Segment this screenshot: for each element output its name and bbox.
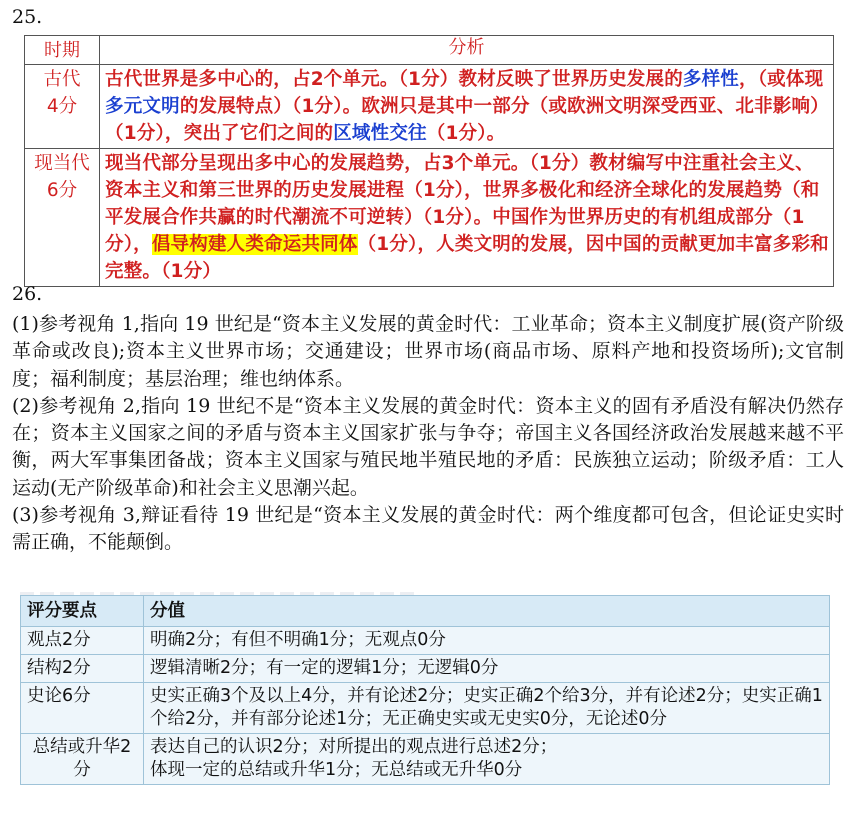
rubric-detail-line: 表达自己的认识2分；对所提出的观点进行总述2分；	[150, 737, 558, 757]
rubric-point: 观点2分	[21, 627, 144, 655]
answer-paragraph: (1)参考视角 1,指向 19 世纪是“资本主义发展的黄金时代：工业革命；资本主义制度扩展(资产阶级革命或改良);资本主义世界市场；交通建设；世界市场(商品市场、原料产地和投资场所);文官制度；福利制度；基层治理；维也纳体系。	[12, 313, 844, 390]
analysis-segment: （1分）。	[426, 123, 506, 144]
rubric-detail: 逻辑清晰2分；有一定的逻辑1分；无逻辑0分	[144, 655, 830, 683]
rubric-header	[21, 596, 830, 627]
analysis-cell	[100, 149, 834, 287]
rubric-detail-line: 体现一定的总结或升华1分；无总结或无升华0分	[150, 760, 523, 780]
rubric-header-point: 评分要点	[21, 596, 144, 627]
analysis-segment: 多样性	[682, 69, 740, 90]
rubric-point: 史论6分	[21, 683, 144, 734]
question-26-number: 26.	[12, 283, 43, 305]
analysis-table-header	[25, 36, 834, 65]
period-score: 6分	[46, 180, 78, 201]
rubric-header-score: 分值	[144, 596, 830, 627]
rubric-row	[21, 627, 830, 655]
analysis-segment: 倡导构建人类命运共同体	[151, 234, 358, 255]
rubric-row	[21, 655, 830, 683]
analysis-segment: 现当代部分呈现出多中心的发展趋势，占3个单元。（1分）教材编写中注重社会主义、资本主义和第三世界的历史发展进程（1分），世界多极化和经济全球化的发展趋势（和平发展合作共赢的时代潮流不可逆转）（1分）。中国作为世界历史的有机组成部分（1分），	[105, 153, 820, 255]
analysis-segment: 多元文明	[105, 96, 180, 117]
header-analysis: 分析	[100, 36, 834, 65]
period-score: 4分	[46, 96, 78, 117]
answer-paragraph: (2)参考视角 2,指向 19 世纪不是“资本主义发展的黄金时代：资本主义的固有矛盾没有解决仍然存在；资本主义国家之间的矛盾与资本主义国家扩张与争夺；帝国主义各国经济政治发展越来越不平衡，两大军事集团备战；资本主义国家与殖民地半殖民地的矛盾：民族独立运动；阶级矛盾：工人运动(无产阶级革命)和社会主义思潮兴起。	[12, 394, 844, 499]
header-period: 时期	[25, 36, 100, 65]
rubric-point: 结构2分	[21, 655, 144, 683]
rubric-row	[21, 683, 830, 734]
analysis-row-modern	[25, 149, 834, 287]
period-name: 现当代	[34, 153, 90, 174]
analysis-segment: 古代世界是多中心的，占2个单元。（1分）教材反映了世界历史发展的	[105, 69, 683, 90]
analysis-table	[24, 35, 834, 287]
analysis-segment: （1分），人类文明的发展，因中国的贡献更加丰富多彩和完整。（1分）	[105, 234, 829, 282]
rubric-detail: 明确2分；有但不明确1分；无观点0分	[144, 627, 830, 655]
answer-paragraph: (3)参考视角 3,辩证看待 19 世纪是“资本主义发展的黄金时代：两个维度都可包含，但论证史实时需正确，不能颠倒。	[12, 504, 844, 554]
rubric-detail: 史实正确3个及以上4分，并有论述2分；史实正确2个给3分，并有论述2分；史实正确1个给2分，并有部分论述1分；无正确史实或无史实0分，无论述0分	[144, 683, 830, 734]
rubric-point: 总结或升华2分	[21, 734, 144, 785]
analysis-row-ancient	[25, 65, 834, 149]
question-25-number: 25.	[12, 6, 43, 28]
period-cell	[25, 65, 100, 149]
rubric-table	[20, 595, 830, 785]
rubric-table-wrapper	[20, 595, 830, 831]
analysis-segment: 的发展特点）（1分）。欧洲只是其中一部分（或欧洲文明深受西亚、北非影响）（1分），突出了它们之间的	[105, 96, 829, 144]
period-cell	[25, 149, 100, 287]
analysis-segment: 区域性交往	[333, 123, 427, 144]
rubric-detail	[144, 734, 830, 785]
analysis-cell	[100, 65, 834, 149]
period-name: 古代	[43, 69, 81, 90]
rubric-row	[21, 734, 830, 785]
analysis-segment: ，（或体现	[739, 69, 824, 90]
answer-paragraphs	[12, 311, 844, 557]
